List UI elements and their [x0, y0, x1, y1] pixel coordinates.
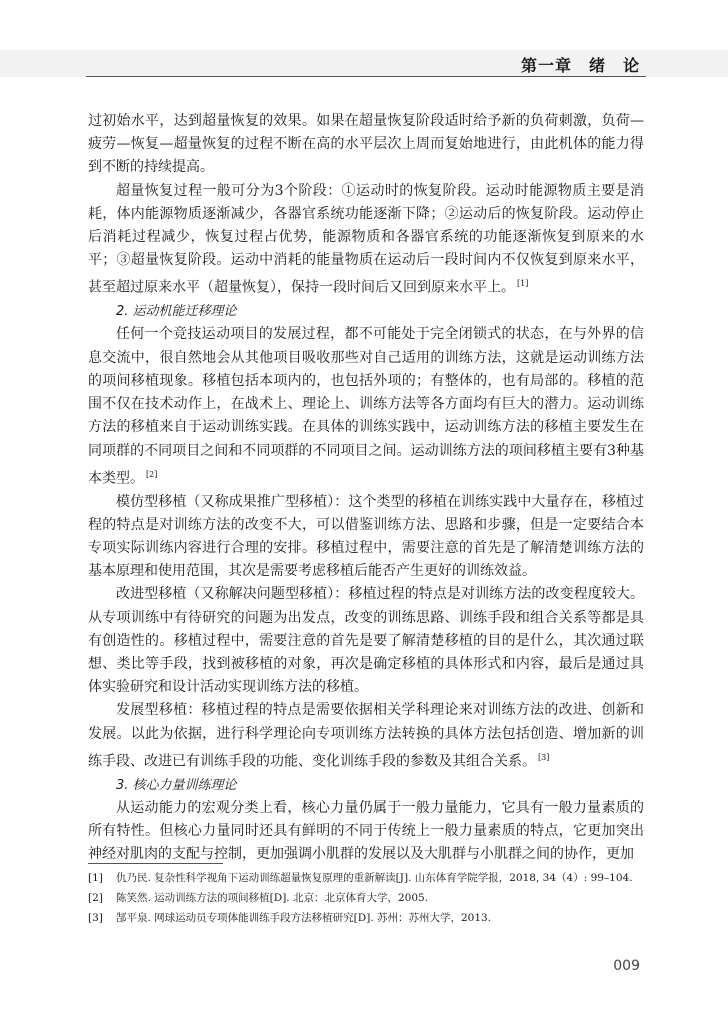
footnote-rule [88, 863, 223, 864]
paragraph-2: 超量恢复过程一般可分为3个阶段：①运动时的恢复阶段。运动时能源物质主要是消耗，体内能源物质逐渐减少，各器官系统功能逐渐下降；②运动后的恢复阶段。运动停止后消耗过程减少，恢复过程占优势，能源物质和各器官系统的功能逐渐恢复到原来的水平；③超量恢复阶段。运动中消耗的能量物质在运动后一段时间内不仅恢复到原来水平，甚至超过原来水平（超量恢复），保持一段时间后又回到原来水平上。 [1] [88, 182, 644, 297]
paragraph-5: 改进型移植（又称解决问题型移植）：移植过程的特点是对训练方法的改变程度较大。从专项训练中有待研究的问题为出发点，改变的训练思路、训练手段和组合关系等都是具有创造性的。移植过程中，需要注意的首先是要了解清楚移植的目的是什么，其次通过联想、类比等手段，找到被移植的对象，再次是确定移植的具体形式和内容，最后是通过具体实验研究和设计活动实现训练方法的移植。 [88, 586, 644, 696]
citation-ref: [2] [146, 469, 158, 479]
footnotes [88, 870, 644, 930]
chapter-title: 第一章 绪 论 [520, 56, 640, 75]
footnote-number: [3] [88, 912, 103, 924]
paragraph-4: 模仿型移植（又称成果推广型移植）：这个类型的移植在训练实践中大量存在，移植过程的特点是对训练方法的改变不大，可以借鉴训练方法、思路和步骤，但是一定要结合本专项实际训练内容进行合理的安排。移植过程中，需要注意的首先是了解清楚训练方法的基本原理和使用范围，其次是需要考虑移植后能否产生更好的训练效益。 [88, 493, 644, 580]
paragraph-7: 从运动能力的宏观分类上看，核心力量仍属于一般力量能力，它具有一般力量素质的所有特性。但核心力量同时还具有鲜明的不同于传统上一般力量素质的特点，它更加突出神经对肌肉的支配与控制，更加强调小肌群的发展以及大肌群与小肌群之间的协作，更加 [88, 799, 644, 863]
section-heading-2: 2. 运动机能迁移理论 [116, 304, 237, 320]
footnote-number: [1] [88, 872, 103, 884]
footnote-number: [2] [88, 892, 103, 904]
paragraph-1: 过初始水平，达到超量恢复的效果。如果在超量恢复阶段适时给予新的负荷刺激，负荷—疲劳—恢复—超量恢复的过程不断在高的水平层次上周而复始地进行，由此机体的能力得到不断的持续提高。 [88, 113, 644, 176]
paragraph-3: 任何一个竞技运动项目的发展过程，都不可能处于完全闭锁式的状态，在与外界的信息交流中，很自然地会从其他项目吸收那些对自己适用的训练方法，这就是运动训练方法的项间移植现象。移植包括本项内的，也包括外项的；有整体的，也有局部的。移植的范围不仅在技术动作上，在战术上、理论上、训练方法等各方面均有巨大的潜力。运动训练方法的移植来自于运动训练实践。在具体的训练实践中，运动训练方法的移植主要发生在同项群的不同项目之间和不同项群的不同项目之间。运动训练方法的项间移植主要有3种基本类型。 [2] [88, 326, 644, 487]
paragraph-6: 发展型移植：移植过程的特点是需要依据相关学科理论来对训练方法的改进、创新和发展。以此为依据，进行科学理论向专项训练方法转换的具体方法包括创造、增加新的训练手段、改进已有训练手段的功能、变化训练手段的参数及其组合关系。 [3] [88, 702, 644, 770]
footnote [88, 910, 644, 927]
citation-ref: [1] [517, 279, 529, 289]
citation-ref: [3] [538, 752, 550, 762]
footnote-text: 陈笑然. 运动训练方法的项间移植[D]. 北京：北京体育大学，2005. [116, 892, 429, 904]
body-text [88, 110, 644, 866]
page-number: 009 [613, 958, 640, 974]
header-rule [86, 76, 646, 77]
footnote-text: 仇乃民. 复杂性科学视角下运动训练超量恢复原理的重新解读[J]. 山东体育学院学报，2018, 34（4）: 99–104. [116, 872, 633, 884]
footnote [88, 890, 644, 907]
footnote [88, 870, 644, 887]
section-heading-3: 3. 核心力量训练理论 [116, 777, 237, 793]
footnote-text: 郜平泉. 网球运动员专项体能训练手段方法移植研究[D]. 苏州：苏州大学，2013. [116, 912, 492, 924]
